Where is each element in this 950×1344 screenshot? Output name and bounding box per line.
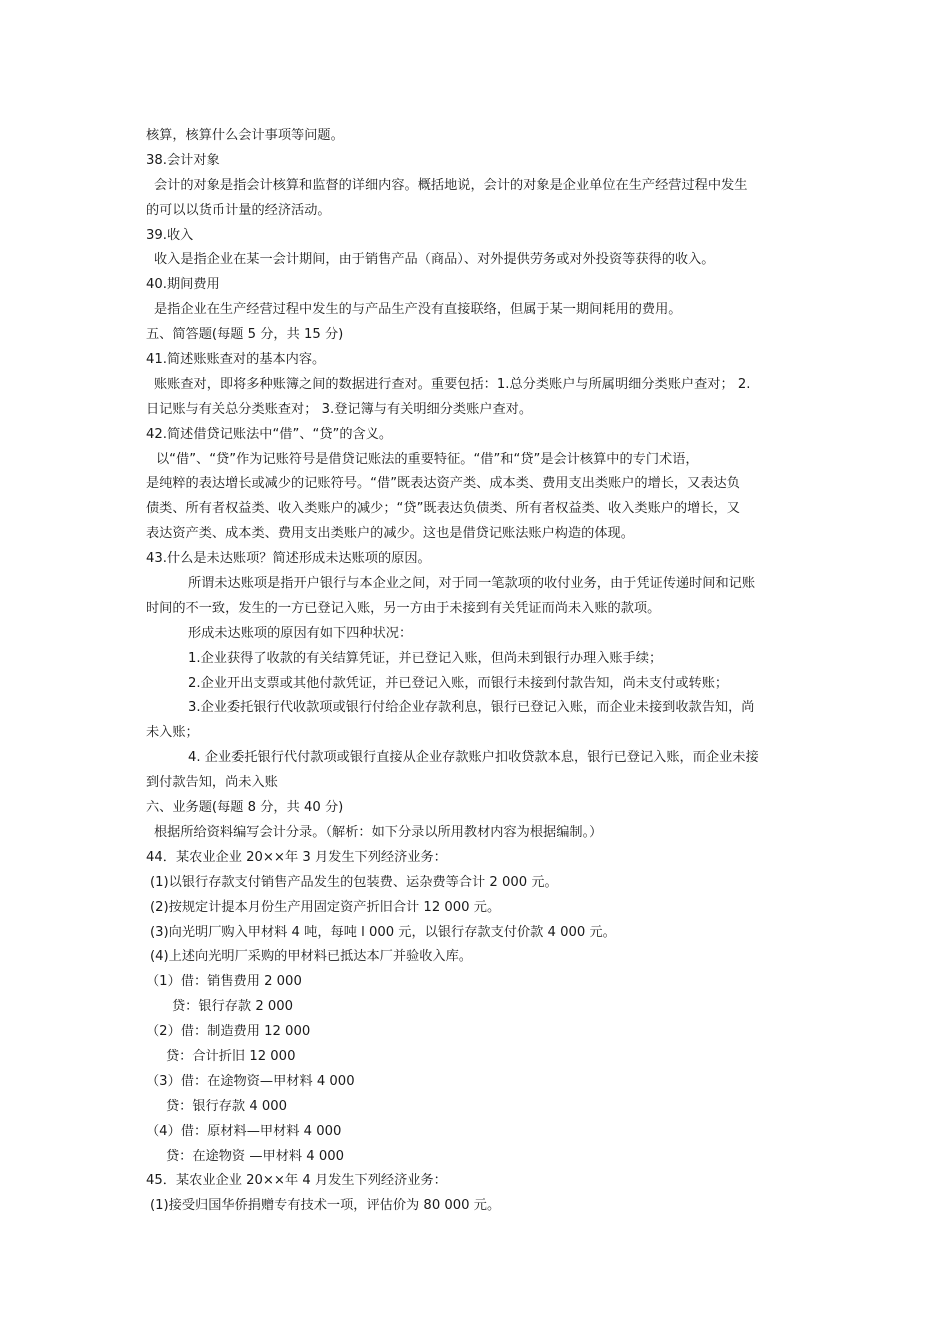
journal-entry-credit: 贷：在途物资 —甲材料 4 000 (166, 1148, 345, 1164)
text-line: 是指企业在生产经营过程中发生的与产品生产没有直接联络，但属于某一期间耗用的费用。 (154, 302, 682, 318)
list-item: (1)接受归国华侨捐赠专有技术一项，评估价为 80 000 元。 (150, 1198, 501, 1214)
text-line: 核算，核算什么会计事项等问题。 (146, 128, 344, 143)
text-line: 时间的不一致，发生的一方已登记入账，另一方由于未接到有关凭证而尚未入账的款项。 (146, 600, 661, 616)
list-item: 3.企业委托银行代收款项或银行付给企业存款利息，银行已登记入账，而企业未接到收款告知，尚 (188, 700, 755, 716)
section-heading: 39.收入 (146, 227, 194, 243)
list-item: (2)按规定计提本月份生产用固定资产折旧合计 12 000 元。 (150, 899, 501, 915)
journal-entry-credit: 贷：银行存款 2 000 (172, 999, 294, 1015)
question-heading: 43.什么是未达账项？简述形成未达账项的原因。 (146, 551, 431, 567)
text-line: 形成未达账项的原因有如下四种状况： (188, 625, 413, 641)
part-heading: 五、简答题(每题 5 分，共 15 分) (146, 327, 344, 343)
text-line: 所谓未达账项是指开户银行与本企业之间，对于同一笔款项的收付业务，由于凭证传递时间和记账 (188, 576, 756, 592)
text-line: 会计的对象是指会计核算和监督的详细内容。概括地说，会计的对象是企业单位在生产经营过程中发生 (154, 177, 748, 193)
text-line: 账账查对，即将多种账簿之间的数据进行查对。重要包括：1.总分类账户与所属明细分类账户查对； 2. (154, 376, 751, 392)
text-line: 的可以以货币计量的经济活动。 (146, 202, 331, 218)
text-line: 根据所给资料编写会计分录。（解析：如下分录以所用教材内容为根据编制。） (154, 824, 603, 840)
text-line: 以“借”、“贷”作为记账符号是借贷记账法的重要特征。“借”和“贷”是会计核算中的专门术语， (156, 451, 699, 467)
journal-entry-debit: （1）借：销售费用 2 000 (146, 974, 302, 990)
list-item: (4)上述向光明厂采购的甲材料已抵达本厂并验收入库。 (150, 949, 472, 965)
section-heading: 40.期间费用 (146, 277, 220, 293)
text-line: 收入是指企业在某一会计期间，由于销售产品（商品）、对外提供劳务或对外投资等获得的收入。 (154, 252, 715, 268)
text-line: 日记账与有关总分类账查对； 3.登记簿与有关明细分类账户查对。 (146, 401, 533, 417)
journal-entry-credit: 贷：合计折旧 12 000 (166, 1048, 296, 1064)
section-heading: 38.会计对象 (146, 152, 220, 168)
list-item: 1.企业获得了收款的有关结算凭证，并已登记入账，但尚未到银行办理入账手续； (188, 650, 663, 666)
journal-entry-debit: （3）借：在途物资—甲材料 4 000 (146, 1073, 355, 1089)
question-heading: 42.简述借贷记账法中“借”、“贷”的含义。 (146, 426, 393, 442)
part-heading: 六、业务题(每题 8 分，共 40 分) (146, 800, 344, 816)
text-line: 表达资产类、成本类、费用支出类账户的减少。这也是借贷记账法账户构造的体现。 (146, 526, 634, 542)
text-line: 是纯粹的表达增长或减少的记账符号。“借”既表达资产类、成本类、费用支出类账户的增长，又表达负 (146, 476, 740, 492)
question-heading: 45．某农业企业 20××年 4 月发生下列经济业务： (146, 1173, 447, 1189)
journal-entry-debit: （2）借：制造费用 12 000 (146, 1024, 311, 1040)
text-line: 债类、所有者权益类、收入类账户的减少；“贷”既表达负债类、所有者权益类、收入类账户的增长，又 (146, 501, 740, 517)
question-heading: 44．某农业企业 20××年 3 月发生下列经济业务： (146, 849, 447, 865)
journal-entry-credit: 贷：银行存款 4 000 (166, 1098, 288, 1114)
question-heading: 41.简述账账查对的基本内容。 (146, 352, 326, 368)
text-line: 未入账； (146, 725, 199, 741)
journal-entry-debit: （4）借：原材料—甲材料 4 000 (146, 1123, 342, 1139)
document-body (146, 124, 810, 1219)
text-line: 到付款告知，尚未入账 (146, 775, 278, 791)
list-item: (3)向光明厂购入甲材料 4 吨，每吨 l 000 元，以银行存款支付价款 4 000 元。 (150, 924, 616, 940)
list-item: (1)以银行存款支付销售产品发生的包装费、运杂费等合计 2 000 元。 (150, 874, 558, 890)
list-item: 4. 企业委托银行代付款项或银行直接从企业存款账户扣收贷款本息，银行已登记入账，而企业未接 (188, 750, 759, 766)
list-item: 2.企业开出支票或其他付款凭证，并已登记入账，而银行未接到付款告知，尚未支付或转账； (188, 675, 729, 691)
